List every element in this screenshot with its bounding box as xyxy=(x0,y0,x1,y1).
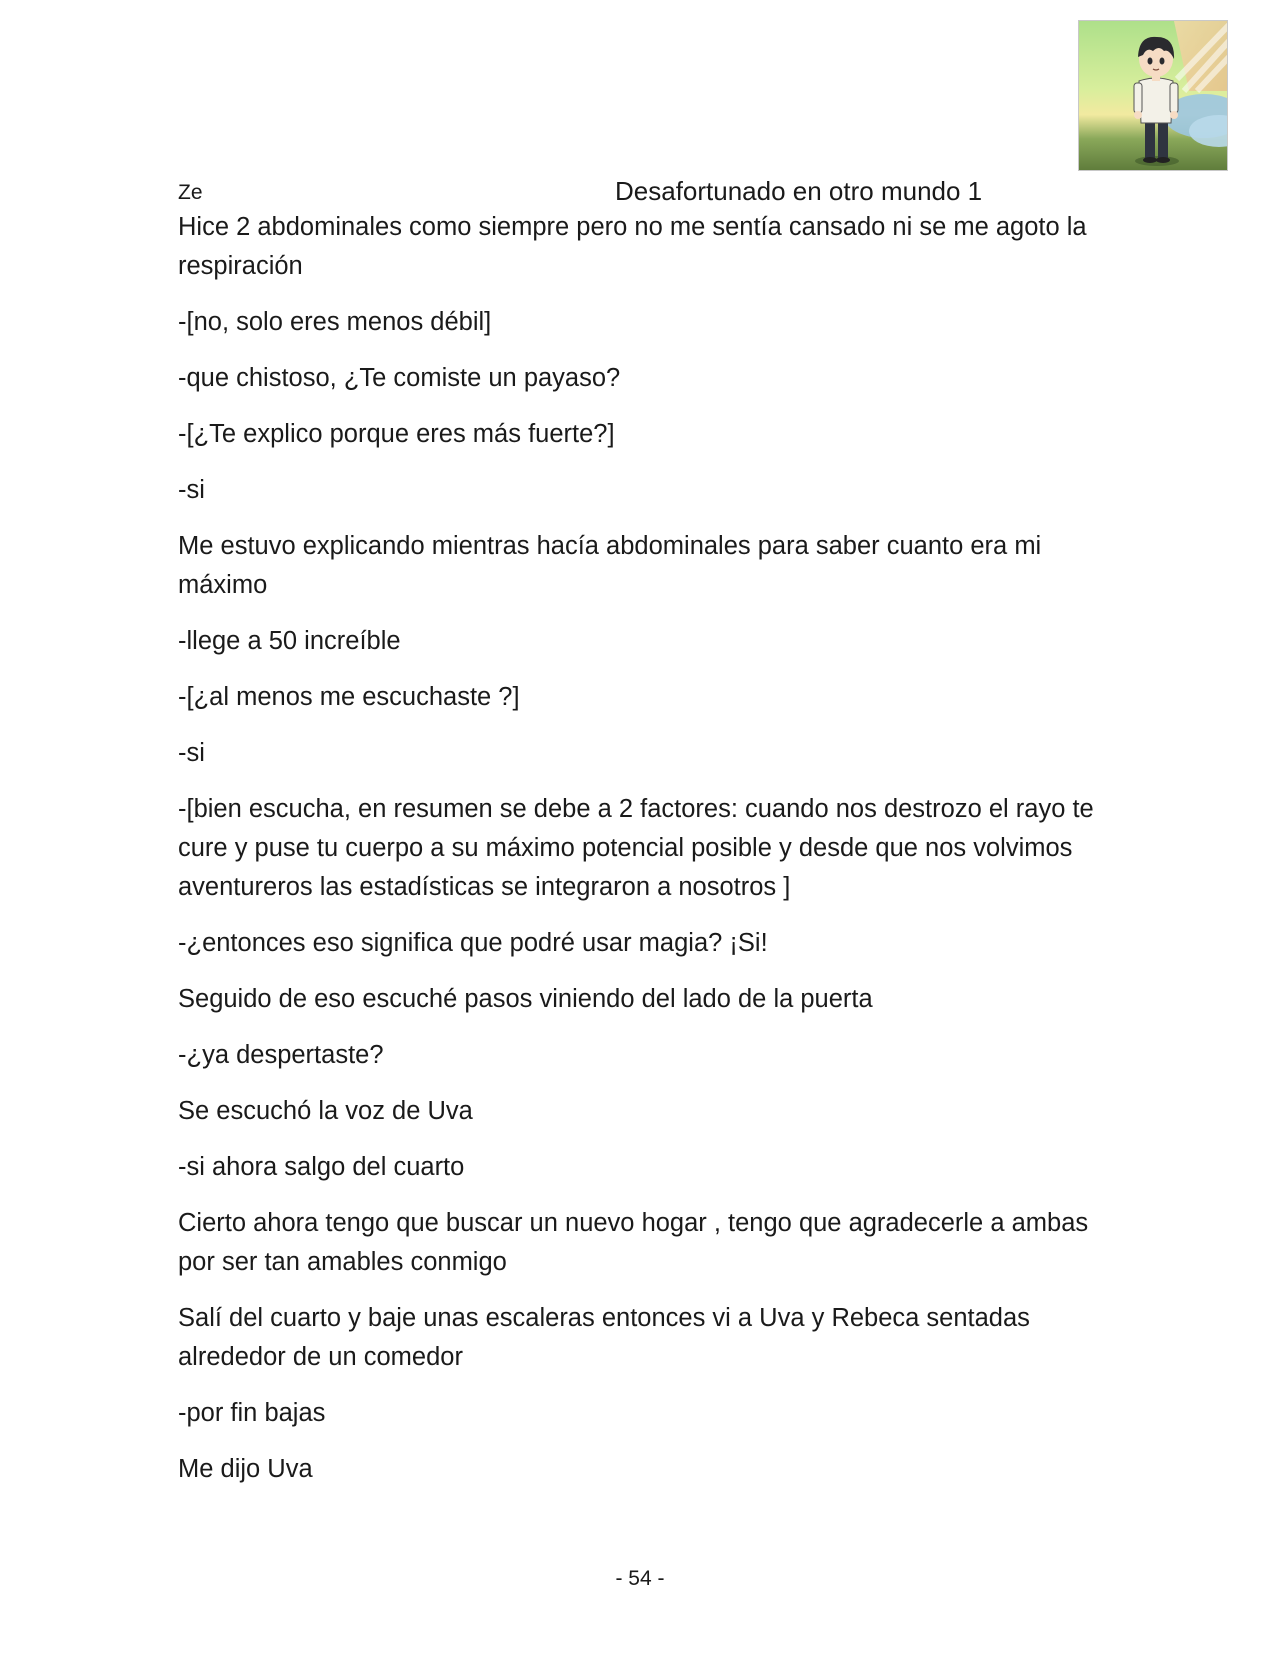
paragraph: Me dijo Uva xyxy=(178,1455,313,1483)
paragraph: -[no, solo eres menos débil] xyxy=(178,308,492,336)
paragraph: Seguido de eso escuché pasos viniendo del lado de la puerta xyxy=(178,985,873,1013)
page-number: - 54 - xyxy=(615,1567,665,1590)
paragraph: -si xyxy=(178,476,205,504)
body-text xyxy=(178,208,1118,1506)
paragraph: -¿entonces eso significa que podré usar magia? ¡Si! xyxy=(178,929,768,957)
paragraph: -[¿al menos me escuchaste ?] xyxy=(178,683,520,711)
header-author: Ze xyxy=(178,181,203,204)
paragraph: -si ahora salgo del cuarto xyxy=(178,1153,465,1181)
paragraph: -¿ya despertaste? xyxy=(178,1041,384,1069)
paragraph: -[bien escucha, en resumen se debe a 2 factores: cuando nos destrozo el rayo te cure y puse tu cuerpo a su máximo potencial posible y desde que nos volvimos aventureros las estadísticas se integraron a nosotros ] xyxy=(178,795,1094,901)
anime-boy-character-icon xyxy=(1078,20,1228,171)
paragraph: Hice 2 abdominales como siempre pero no me sentía cansado ni se me agoto la respiración xyxy=(178,213,1087,280)
paragraph: Cierto ahora tengo que buscar un nuevo hogar , tengo que agradecerle a ambas por ser tan amables conmigo xyxy=(178,1209,1089,1276)
paragraph: -[¿Te explico porque eres más fuerte?] xyxy=(178,420,615,448)
header-title: Desafortunado en otro mundo 1 xyxy=(615,176,983,206)
paragraph: -que chistoso, ¿Te comiste un payaso? xyxy=(178,364,621,392)
paragraph: -si xyxy=(178,739,205,767)
paragraph: Se escuchó la voz de Uva xyxy=(178,1097,473,1125)
paragraph: Me estuvo explicando mientras hacía abdominales para saber cuanto era mi máximo xyxy=(178,532,1042,599)
paragraph: Salí del cuarto y baje unas escaleras entonces vi a Uva y Rebeca sentadas alrededor de un comedor xyxy=(178,1304,1030,1371)
paragraph: -por fin bajas xyxy=(178,1399,326,1427)
paragraph: -llege a 50 increíble xyxy=(178,627,401,655)
